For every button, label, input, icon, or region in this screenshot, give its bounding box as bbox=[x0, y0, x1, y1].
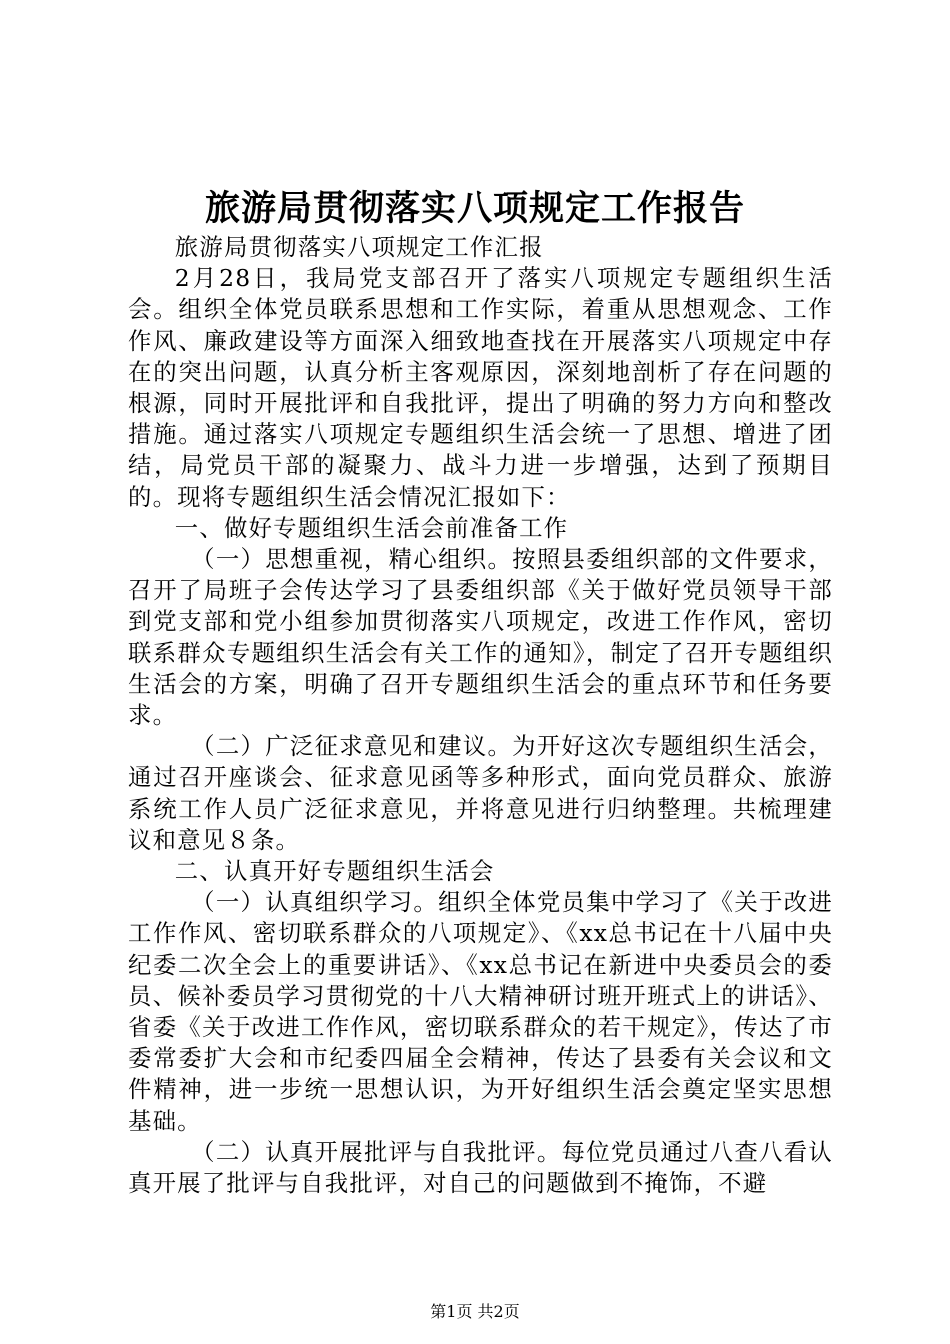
paragraph-intro: 2月28日，我局党支部召开了落实八项规定专题组织生活会。组织全体党员联系思想和工作实际，着重从思想观念、工作作风、廉政建设等方面深入细致地查找在开展落实八项规定中存在的突出问题，认真分析主客观原因，深刻地剖析了存在问题的根源，同时开展批评和自我批评，提出了明确的努力方向和整改措施。通过落实八项规定专题组织生活会统一了思想、增进了团结，局党员干部的凝聚力、战斗力进一步增强，达到了预期目的。现将专题组织生活会情况汇报如下： bbox=[128, 264, 833, 511]
paragraph-1-1: （一）思想重视，精心组织。按照县委组织部的文件要求，召开了局班子会传达学习了县委组织部《关于做好党员领导干部到党支部和党小组参加贯彻落实八项规定，改进工作作风，密切联系群众专题组织生活会有关工作的通知》，制定了召开专题组织生活会的方案，明确了召开专题组织生活会的重点环节和任务要求。 bbox=[128, 545, 833, 730]
document-body bbox=[128, 232, 833, 1199]
paragraph-2-2: （二）认真开展批评与自我批评。每位党员通过八查八看认真开展了批评与自我批评，对自己的问题做到不掩饰，不避 bbox=[128, 1137, 833, 1198]
section-heading-2: 二、认真开好专题组织生活会 bbox=[174, 857, 495, 886]
paragraph-1-2: （二）广泛征求意见和建议。为开好这次专题组织生活会，通过召开座谈会、征求意见函等多种形式，面向党员群众、旅游系统工作人员广泛征求意见，并将意见进行归纳整理。共梳理建议和意见８条。 bbox=[128, 732, 833, 854]
paragraph-2-1: （一）认真组织学习。组织全体党员集中学习了《关于改进工作作风、密切联系群众的八项规定》、《xx总书记在十八届中央纪委二次全会上的重要讲话》、《xx总书记在新进中央委员会的委员、候补委员学习贯彻党的十八大精神研讨班开班式上的讲话》、省委《关于改进工作作风，密切联系群众的若干规定》，传达了市委常委扩大会和市纪委四届全会精神，传达了县委有关会议和文件精神，进一步统一思想认识，为开好组织生活会奠定坚实思想基础。 bbox=[128, 888, 833, 1135]
paragraph-subtitle: 旅游局贯彻落实八项规定工作汇报 bbox=[174, 233, 544, 261]
document-title: 旅游局贯彻落实八项规定工作报告 bbox=[204, 188, 745, 229]
section-heading-1: 一、做好专题组织生活会前准备工作 bbox=[174, 513, 569, 542]
page-footer: 第1页 共2页 bbox=[430, 1302, 520, 1321]
